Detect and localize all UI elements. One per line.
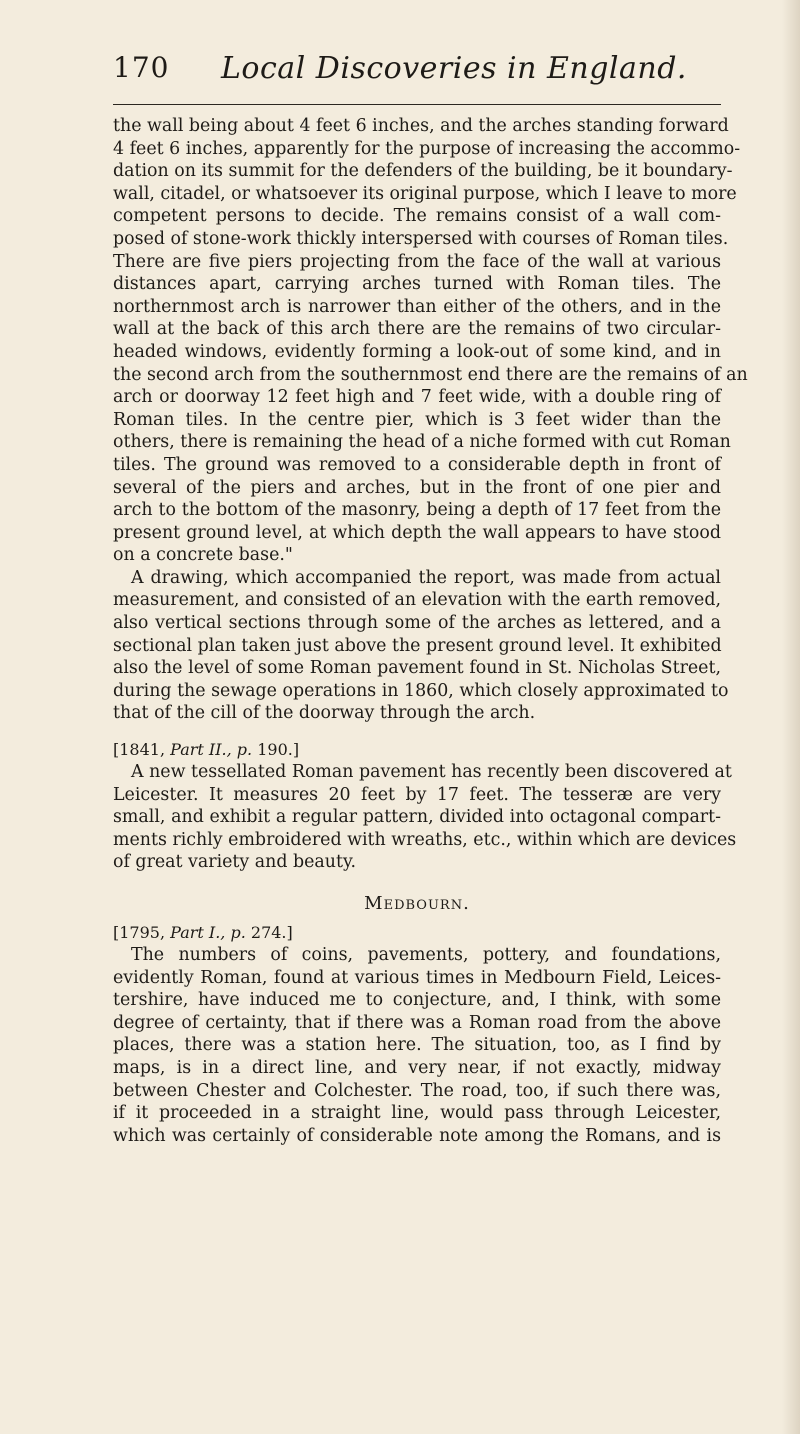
text-line: of great variety and beauty. xyxy=(113,852,357,873)
text-line: posed of stone-work thickly interspersed with courses of Roman tiles. xyxy=(113,228,729,249)
text-line: headed windows, evidently forming a look-out of some kind, and in xyxy=(113,341,721,362)
entry-medbourn xyxy=(113,888,721,1147)
text-line: between Chester and Colchester. The road, too, if such there was, xyxy=(113,1080,721,1101)
citation-year: [1841, xyxy=(113,740,166,760)
text-line: arch or doorway 12 feet high and 7 feet wide, with a double ring of xyxy=(113,387,721,408)
text-line: wall at the back of this arch there are the remains of two circular- xyxy=(113,319,721,340)
text-line: A new tessellated Roman pavement has recently been discovered at xyxy=(131,762,732,783)
text-line: tiles. The ground was removed to a considerable depth in front of xyxy=(113,454,721,475)
text-line: the wall being about 4 feet 6 inches, and the arches standing forward xyxy=(113,116,729,136)
text-line: several of the piers and arches, but in the front of one pier and xyxy=(113,477,721,498)
text-line: present ground level, at which depth the wall appears to have stood xyxy=(113,522,721,543)
text-line: others, there is remaining the head of a niche formed with cut Roman xyxy=(113,432,731,453)
running-head: Local Discoveries in England. xyxy=(221,51,687,86)
page-edge-shadow xyxy=(782,0,800,1434)
paragraph-drawing xyxy=(113,567,729,725)
text-line: if it proceeded in a straight line, would pass through Leicester, xyxy=(113,1103,721,1124)
text-line: small, and exhibit a regular pattern, divided into octagonal compart- xyxy=(113,807,721,828)
citation-1795 xyxy=(113,922,721,944)
text-line: also the level of some Roman pavement found in St. Nicholas Street, xyxy=(113,658,721,679)
text-line: wall, citadel, or whatsoever its original purpose, which I leave to more xyxy=(113,183,737,204)
entry-1841 xyxy=(113,739,737,874)
citation-part: Part I., p. xyxy=(170,923,246,942)
paragraph-wall-description xyxy=(113,115,748,567)
page-number: 170 xyxy=(113,51,170,84)
text-line: sectional plan taken just above the present ground level. It exhibited xyxy=(113,635,722,656)
text-line: also vertical sections through some of the arches as lettered, and a xyxy=(113,613,721,634)
text-line: which was certainly of considerable note among the Romans, and is xyxy=(113,1125,721,1146)
section-heading-medbourn: Medbourn. xyxy=(364,893,470,914)
citation-year: [1795, xyxy=(113,923,166,942)
text-line: competent persons to decide. The remains consist of a wall com- xyxy=(113,206,721,227)
text-line: A drawing, which accompanied the report, was made from actual xyxy=(131,567,721,588)
citation-page: 274.] xyxy=(250,923,293,942)
page-header xyxy=(113,52,721,104)
text-line: tershire, have induced me to conjecture, and, I think, with some xyxy=(113,990,721,1011)
text-line: measurement, and consisted of an elevation with the earth removed, xyxy=(113,590,721,611)
text-line: distances apart, carrying arches turned with Roman tiles. The xyxy=(113,274,721,295)
text-line: maps, is in a direct line, and very near, if not exactly, midway xyxy=(113,1057,721,1078)
text-line: evidently Roman, found at various times in Medbourn Field, Leices- xyxy=(113,967,721,988)
text-line: places, there was a station here. The situation, too, as I find by xyxy=(113,1035,721,1056)
text-line: Roman tiles. In the centre pier, which is 3 feet wider than the xyxy=(113,409,721,430)
text-line: degree of certainty, that if there was a Roman road from the above xyxy=(113,1012,721,1033)
text-line: arch to the bottom of the masonry, being a depth of 17 feet from the xyxy=(113,500,721,521)
citation-page: 190.] xyxy=(257,740,300,760)
text-line: the second arch from the southernmost end there are the remains of an xyxy=(113,364,748,385)
body-text xyxy=(113,115,748,1147)
text-line: There are five piers projecting from the face of the wall at various xyxy=(113,251,721,272)
header-rule xyxy=(113,104,721,105)
citation-1841 xyxy=(113,739,721,761)
citation-part: Part II., p. xyxy=(170,740,253,760)
text-line: 4 feet 6 inches, apparently for the purpose of increasing the accommo- xyxy=(113,138,741,159)
text-line: that of the cill of the doorway through the arch. xyxy=(113,703,536,724)
text-line: ments richly embroidered with wreaths, etc., within which are devices xyxy=(113,829,737,850)
text-line: The numbers of coins, pavements, pottery, and foundations, xyxy=(131,945,721,965)
text-line: dation on its summit for the defenders of the building, be it boundary- xyxy=(113,161,733,182)
text-line: northernmost arch is narrower than either of the others, and in the xyxy=(113,296,721,317)
text-line: during the sewage operations in 1860, which closely approximated to xyxy=(113,680,729,701)
text-line: on a concrete base." xyxy=(113,545,293,566)
text-line: Leicester. It measures 20 feet by 17 feet. The tesseræ are very xyxy=(113,784,721,805)
